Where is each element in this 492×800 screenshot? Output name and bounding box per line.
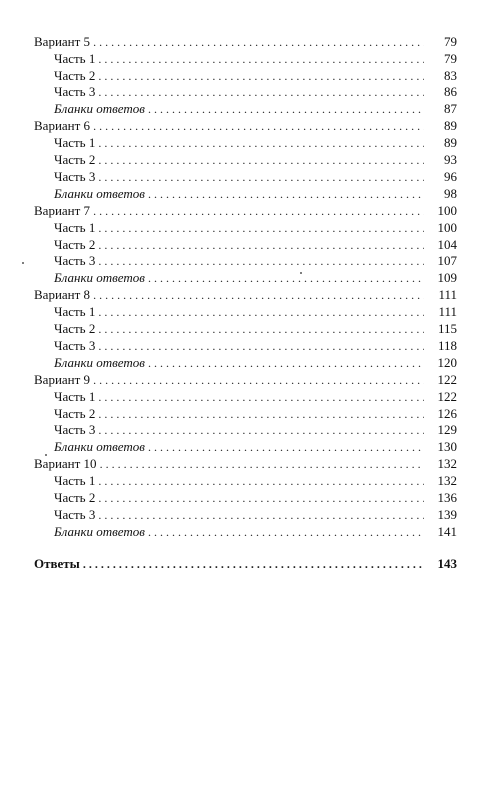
dot-leader bbox=[98, 321, 424, 338]
toc-subentry-title: Часть 1 bbox=[54, 219, 96, 235]
toc-entry-title: Вариант 6 bbox=[34, 118, 91, 134]
toc-subentry-title: Бланки ответов bbox=[54, 439, 145, 455]
toc-subentry-page: 96 bbox=[444, 168, 457, 184]
toc-entry-title: Ответы bbox=[34, 556, 80, 572]
toc-entry-variant-8[interactable] bbox=[34, 287, 457, 304]
toc-subentry-title: Часть 3 bbox=[54, 168, 96, 184]
toc-subentry-part-1[interactable] bbox=[34, 389, 457, 406]
toc-subentry-part-1[interactable] bbox=[34, 473, 457, 490]
dot-leader bbox=[148, 186, 424, 203]
toc-subentry-page: 139 bbox=[437, 506, 457, 522]
toc-entry-title: Вариант 10 bbox=[34, 456, 97, 472]
scan-speck bbox=[300, 272, 302, 274]
toc-subentry-part-1[interactable] bbox=[34, 51, 457, 68]
toc-subentry-page: 107 bbox=[437, 253, 457, 269]
toc-subentry-answer-sheets[interactable] bbox=[34, 270, 457, 287]
dot-leader bbox=[98, 237, 424, 254]
toc-subentry-part-3[interactable] bbox=[34, 507, 457, 524]
toc-subentry-title: Часть 1 bbox=[54, 473, 96, 489]
toc-subentry-title: Часть 2 bbox=[54, 67, 96, 83]
dot-leader bbox=[93, 372, 424, 389]
toc-subentry-page: 109 bbox=[437, 270, 457, 286]
toc-subentry-title: Часть 2 bbox=[54, 152, 96, 168]
dot-leader bbox=[100, 456, 424, 473]
dot-leader bbox=[148, 270, 424, 287]
toc-subentry-answer-sheets[interactable] bbox=[34, 186, 457, 203]
toc-entry-title: Вариант 8 bbox=[34, 287, 91, 303]
toc-subentry-answer-sheets[interactable] bbox=[34, 355, 457, 372]
dot-leader bbox=[93, 118, 424, 135]
dot-leader bbox=[98, 304, 424, 321]
dot-leader bbox=[98, 338, 424, 355]
toc-subentry-part-3[interactable] bbox=[34, 338, 457, 355]
dot-leader bbox=[98, 507, 424, 524]
toc-subentry-title: Часть 2 bbox=[54, 490, 96, 506]
toc-subentry-page: 87 bbox=[444, 101, 457, 117]
toc-subentry-page: 132 bbox=[437, 473, 457, 489]
toc-entry-variant-10[interactable] bbox=[34, 456, 457, 473]
dot-leader bbox=[98, 135, 424, 152]
toc-subentry-page: 93 bbox=[444, 152, 457, 168]
toc-entry-variant-9[interactable] bbox=[34, 372, 457, 389]
toc-entry-variant-5[interactable] bbox=[34, 34, 457, 51]
toc-subentry-page: 83 bbox=[444, 67, 457, 83]
toc-subentry-part-1[interactable] bbox=[34, 304, 457, 321]
toc-subentry-title: Часть 1 bbox=[54, 304, 96, 320]
toc-subentry-page: 122 bbox=[437, 388, 457, 404]
toc-subentry-page: 136 bbox=[437, 490, 457, 506]
toc-subentry-title: Часть 3 bbox=[54, 253, 96, 269]
toc-subentry-part-2[interactable] bbox=[34, 237, 457, 254]
toc-subentry-part-3[interactable] bbox=[34, 169, 457, 186]
toc-entry-page: 100 bbox=[437, 202, 457, 218]
toc-subentry-page: 118 bbox=[437, 337, 457, 353]
toc-subentry-title: Бланки ответов bbox=[54, 185, 145, 201]
toc-subentry-part-1[interactable] bbox=[34, 135, 457, 152]
dot-leader bbox=[93, 203, 424, 220]
toc-subentry-part-2[interactable] bbox=[34, 152, 457, 169]
toc-subentry-part-3[interactable] bbox=[34, 422, 457, 439]
dot-leader bbox=[93, 34, 424, 51]
dot-leader bbox=[98, 68, 424, 85]
toc-subentry-part-2[interactable] bbox=[34, 321, 457, 338]
toc-subentry-title: Часть 2 bbox=[54, 405, 96, 421]
dot-leader bbox=[98, 169, 424, 186]
toc-subentry-title: Бланки ответов bbox=[54, 354, 145, 370]
dot-leader bbox=[148, 101, 424, 118]
toc-subentry-answer-sheets[interactable] bbox=[34, 524, 457, 541]
toc-subentry-title: Часть 2 bbox=[54, 321, 96, 337]
dot-leader bbox=[98, 422, 424, 439]
toc-entry-variant-7[interactable] bbox=[34, 203, 457, 220]
toc-subentry-part-2[interactable] bbox=[34, 490, 457, 507]
toc-entry-variant-6[interactable] bbox=[34, 118, 457, 135]
toc-subentry-part-2[interactable] bbox=[34, 68, 457, 85]
toc-entry-page: 111 bbox=[438, 287, 457, 303]
toc-subentry-title: Часть 3 bbox=[54, 337, 96, 353]
dot-leader bbox=[148, 524, 424, 541]
toc-subentry-title: Часть 3 bbox=[54, 422, 96, 438]
dot-leader bbox=[98, 473, 424, 490]
toc-entry-title: Вариант 9 bbox=[34, 371, 91, 387]
toc-subentry-page: 104 bbox=[437, 236, 457, 252]
toc-subentry-part-3[interactable] bbox=[34, 84, 457, 101]
dot-leader bbox=[148, 355, 424, 372]
toc-subentry-title: Часть 1 bbox=[54, 50, 96, 66]
toc-subentry-part-1[interactable] bbox=[34, 220, 457, 237]
dot-leader bbox=[98, 51, 424, 68]
dot-leader bbox=[98, 84, 424, 101]
toc-subentry-title: Часть 1 bbox=[54, 135, 96, 151]
toc-subentry-page: 130 bbox=[437, 439, 457, 455]
scan-speck bbox=[22, 262, 24, 264]
toc-subentry-page: 89 bbox=[444, 135, 457, 151]
dot-leader bbox=[98, 406, 424, 423]
toc-subentry-title: Бланки ответов bbox=[54, 523, 145, 539]
toc-entry-page: 122 bbox=[437, 371, 457, 387]
dot-leader bbox=[98, 253, 424, 270]
toc-subentry-title: Бланки ответов bbox=[54, 270, 145, 286]
scan-speck bbox=[45, 454, 47, 456]
toc-subentry-answer-sheets[interactable] bbox=[34, 439, 457, 456]
toc-entry-page: 143 bbox=[437, 556, 457, 572]
toc-subentry-page: 79 bbox=[444, 50, 457, 66]
dot-leader bbox=[98, 220, 424, 237]
toc-subentry-title: Часть 3 bbox=[54, 84, 96, 100]
toc-subentry-page: 86 bbox=[444, 84, 457, 100]
toc-subentry-title: Часть 2 bbox=[54, 236, 96, 252]
toc-entry-title: Вариант 7 bbox=[34, 202, 91, 218]
toc-subentry-title: Бланки ответов bbox=[54, 101, 145, 117]
toc-subentry-page: 141 bbox=[437, 523, 457, 539]
dot-leader bbox=[83, 556, 424, 573]
dot-leader bbox=[98, 389, 424, 406]
table-of-contents bbox=[34, 34, 457, 573]
toc-subentry-title: Часть 3 bbox=[54, 506, 96, 522]
toc-subentry-title: Часть 1 bbox=[54, 388, 96, 404]
toc-entry-answers[interactable] bbox=[34, 556, 457, 573]
dot-leader bbox=[98, 490, 424, 507]
toc-subentry-part-2[interactable] bbox=[34, 406, 457, 423]
toc-subentry-page: 111 bbox=[438, 304, 457, 320]
toc-subentry-page: 126 bbox=[437, 405, 457, 421]
toc-subentry-page: 115 bbox=[437, 321, 457, 337]
dot-leader bbox=[98, 152, 424, 169]
toc-entry-title: Вариант 5 bbox=[34, 34, 91, 49]
dot-leader bbox=[93, 287, 424, 304]
toc-subentry-page: 98 bbox=[444, 185, 457, 201]
toc-subentry-page: 120 bbox=[437, 354, 457, 370]
toc-subentry-part-3[interactable] bbox=[34, 253, 457, 270]
dot-leader bbox=[148, 439, 424, 456]
toc-subentry-page: 129 bbox=[437, 422, 457, 438]
toc-entry-page: 132 bbox=[437, 456, 457, 472]
toc-subentry-answer-sheets[interactable] bbox=[34, 101, 457, 118]
toc-entry-page: 89 bbox=[444, 118, 457, 134]
toc-entry-page: 79 bbox=[444, 34, 457, 49]
toc-subentry-page: 100 bbox=[437, 219, 457, 235]
